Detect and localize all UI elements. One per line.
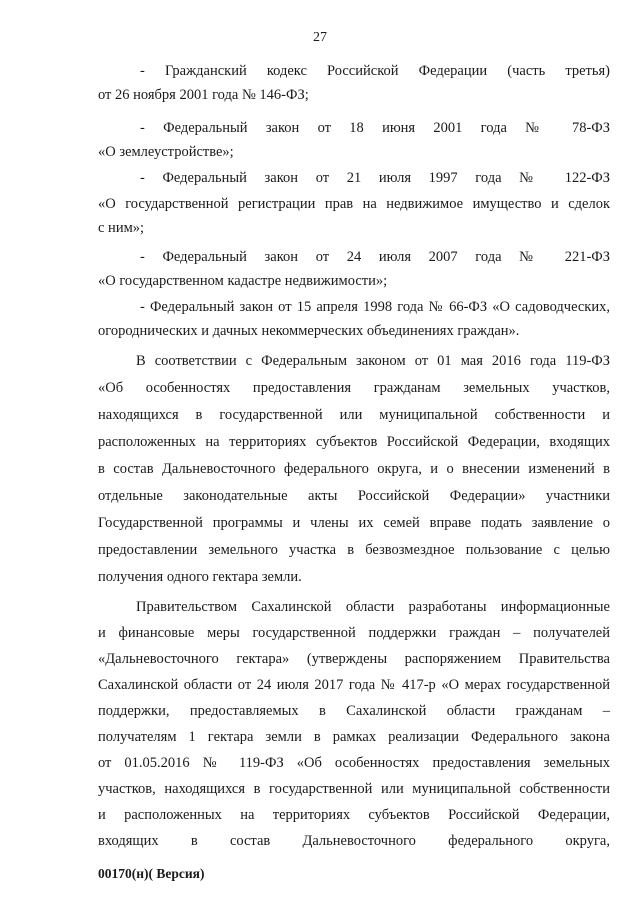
text-line: - Федеральный закон от 24 июля 2007 года № 221-ФЗ <box>140 249 610 265</box>
text-line: в состав Дальневосточного федерального округа, и о внесении изменений в <box>98 461 610 477</box>
text-line: от 26 ноября 2001 года № 146-ФЗ; <box>98 87 309 103</box>
text-line: получателям 1 гектара земли в рамках реализации Федерального закона <box>98 729 610 745</box>
text-line: находящихся в государственной или муниципальной собственности и <box>98 407 610 423</box>
text-line: «О государственной регистрации прав на недвижимое имущество и сделок <box>98 196 610 212</box>
text-line: предоставлении земельного участка в безвозмездное пользование с целью <box>98 542 610 558</box>
text-line: получения одного гектара земли. <box>98 569 302 585</box>
text-line: «О землеустройстве»; <box>98 144 234 160</box>
text-line: огороднических и дачных некоммерческих объединениях граждан». <box>98 323 520 339</box>
text-line: участков, находящихся в государственной или муниципальной собственности <box>98 781 610 797</box>
text-line: «Дальневосточного гектара» (утверждены распоряжением Правительства <box>98 651 610 667</box>
text-line: Сахалинской области от 24 июля 2017 года № 417-р «О мерах государственной <box>98 677 610 693</box>
text-line: входящих в состав Дальневосточного федерального округа, <box>98 833 610 849</box>
text-line: расположенных на территориях субъектов Российской Федерации, входящих <box>98 434 610 450</box>
text-line: отдельные законодательные акты Российской Федерации» участники <box>98 488 610 504</box>
text-line: Государственной программы и члены их семей вправе подать заявление о <box>98 515 610 531</box>
text-line: поддержки, предоставляемых в Сахалинской области гражданам – <box>98 703 610 719</box>
document-footer-code: 00170(н)( Версия) <box>98 866 205 881</box>
text-line: от 01.05.2016 № 119-ФЗ «Об особенностях предоставления земельных <box>98 755 610 771</box>
page-number: 27 <box>313 30 327 45</box>
text-line: - Федеральный закон от 18 июня 2001 года № 78-ФЗ <box>140 120 610 136</box>
text-line: и расположенных на территориях субъектов Российской Федерации, <box>98 807 610 823</box>
text-line: и финансовые меры государственной поддержки граждан – получателей <box>98 625 610 641</box>
text-line: - Гражданский кодекс Российской Федерации (часть третья) <box>140 63 610 79</box>
text-line: - Федеральный закон от 15 апреля 1998 года № 66-ФЗ «О садоводческих, <box>140 299 610 315</box>
text-line: Правительством Сахалинской области разработаны информационные <box>136 599 610 615</box>
text-line: «О государственном кадастре недвижимости»; <box>98 273 388 289</box>
text-line: «Об особенностях предоставления гражданам земельных участков, <box>98 380 610 396</box>
text-line: с ним»; <box>98 220 145 236</box>
text-line: - Федеральный закон от 21 июля 1997 года № 122-ФЗ <box>140 170 610 186</box>
text-line: В соответствии с Федеральным законом от 01 мая 2016 года 119-ФЗ <box>136 353 610 369</box>
